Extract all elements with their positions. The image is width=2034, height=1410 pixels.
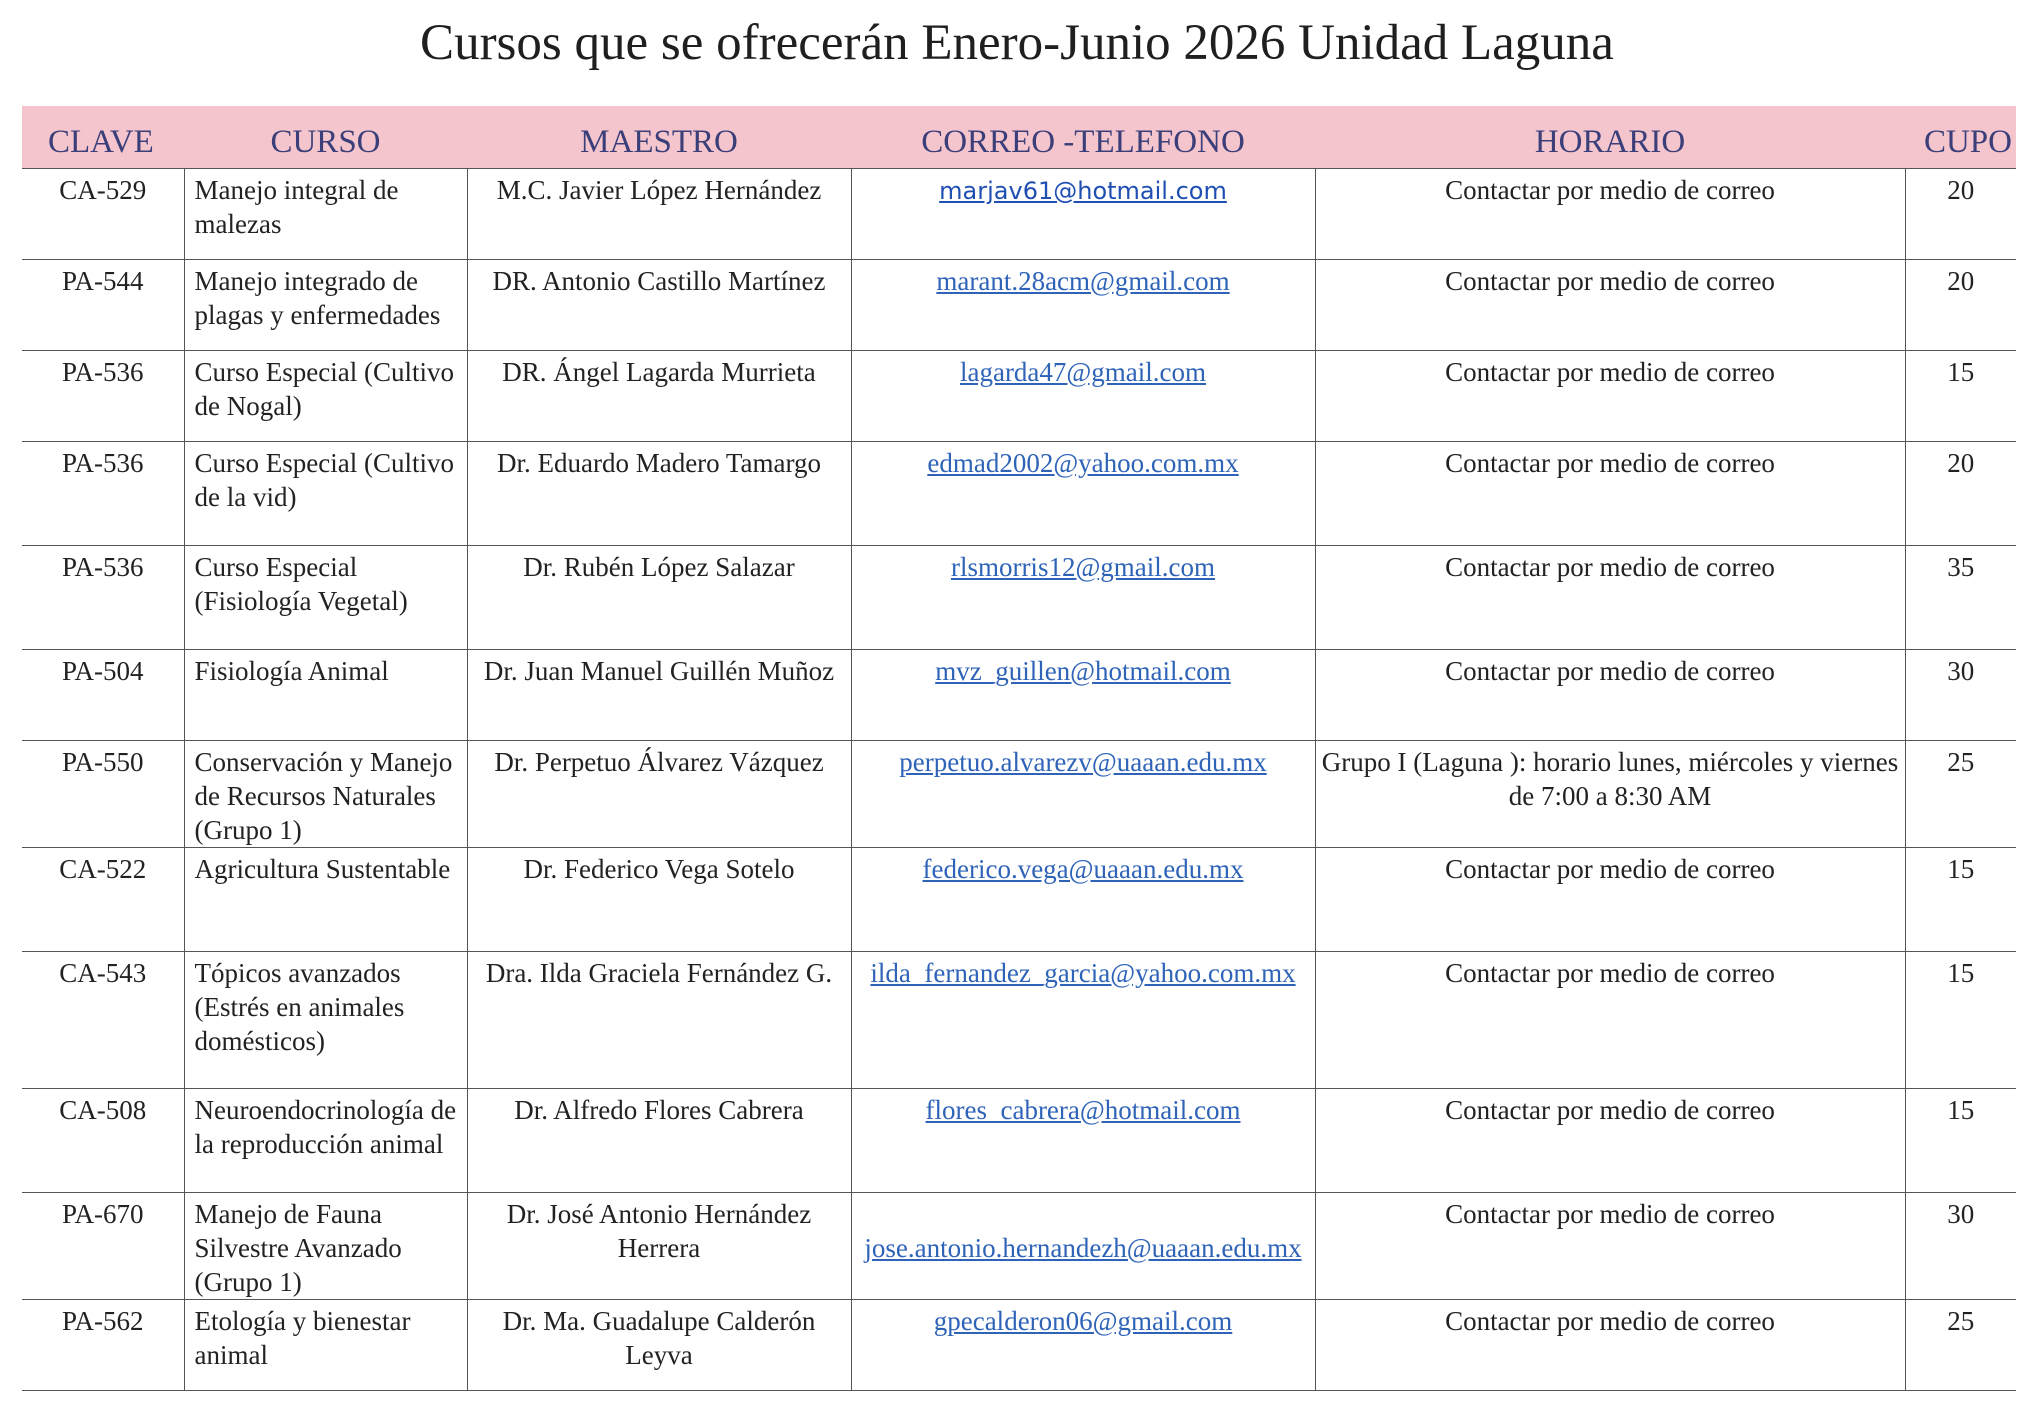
cell-horario: Contactar por medio de correo	[1315, 546, 1905, 650]
email-link[interactable]: marant.28acm@gmail.com	[936, 266, 1230, 296]
email-link[interactable]: rlsmorris12@gmail.com	[950, 552, 1216, 582]
cell-maestro: Dr. Eduardo Madero Tamargo	[467, 442, 851, 546]
table-row	[22, 848, 2016, 952]
cell-clave: CA-529	[22, 169, 184, 260]
table-row	[22, 351, 2016, 442]
header-cupo: CUPO	[1905, 106, 2016, 169]
cell-curso: Curso Especial (Fisiología Vegetal)	[184, 546, 467, 650]
cell-correo	[851, 1300, 1315, 1391]
cell-clave: PA-504	[22, 650, 184, 741]
cell-curso: Fisiología Animal	[184, 650, 467, 741]
header-correo: CORREO -TELEFONO	[851, 106, 1315, 169]
header-horario: HORARIO	[1315, 106, 1905, 169]
cell-horario: Contactar por medio de correo	[1315, 169, 1905, 260]
cell-horario: Contactar por medio de correo	[1315, 351, 1905, 442]
cell-correo	[851, 546, 1315, 650]
email-link[interactable]: edmad2002@yahoo.com.mx	[927, 448, 1239, 478]
cell-horario: Contactar por medio de correo	[1315, 442, 1905, 546]
email-link[interactable]: lagarda47@gmail.com	[959, 357, 1207, 387]
cell-maestro: Dr. Juan Manuel Guillén Muñoz	[467, 650, 851, 741]
cell-maestro: Dr. Rubén López Salazar	[467, 546, 851, 650]
cell-clave: PA-536	[22, 546, 184, 650]
table-row	[22, 169, 2016, 260]
cell-cupo: 30	[1905, 650, 2016, 741]
cell-maestro: DR. Antonio Castillo Martínez	[467, 260, 851, 351]
cell-horario: Contactar por medio de correo	[1315, 848, 1905, 952]
email-link[interactable]: perpetuo.alvarezv@uaaan.edu.mx	[899, 747, 1267, 777]
cell-cupo: 20	[1905, 260, 2016, 351]
table-row	[22, 741, 2016, 848]
email-link[interactable]: jose.antonio.hernandezh@uaaan.edu.mx	[864, 1233, 1302, 1263]
table-row	[22, 442, 2016, 546]
table-row	[22, 260, 2016, 351]
email-link[interactable]: marjav61@hotmail.com	[939, 177, 1227, 205]
cell-clave: PA-562	[22, 1300, 184, 1391]
cell-horario: Contactar por medio de correo	[1315, 1193, 1905, 1300]
cell-cupo: 25	[1905, 741, 2016, 848]
cell-clave: CA-543	[22, 952, 184, 1089]
email-link[interactable]: federico.vega@uaaan.edu.mx	[922, 854, 1244, 884]
email-link[interactable]: gpecalderon06@gmail.com	[933, 1306, 1233, 1336]
cell-horario: Contactar por medio de correo	[1315, 260, 1905, 351]
cell-clave: PA-536	[22, 351, 184, 442]
cell-correo	[851, 741, 1315, 848]
cell-curso: Curso Especial (Cultivo de Nogal)	[184, 351, 467, 442]
table-row	[22, 650, 2016, 741]
cell-maestro: Dr. Perpetuo Álvarez Vázquez	[467, 741, 851, 848]
cell-cupo: 30	[1905, 1193, 2016, 1300]
table-body	[22, 169, 2016, 1391]
table-row	[22, 1300, 2016, 1391]
cell-curso: Curso Especial (Cultivo de la vid)	[184, 442, 467, 546]
cell-correo	[851, 1193, 1315, 1300]
cell-clave: CA-508	[22, 1089, 184, 1193]
cell-correo	[851, 169, 1315, 260]
header-maestro: MAESTRO	[467, 106, 851, 169]
cell-maestro: Dr. Ma. Guadalupe Calderón Leyva	[467, 1300, 851, 1391]
email-link[interactable]: mvz_guillen@hotmail.com	[935, 656, 1231, 686]
cell-maestro: Dr. Alfredo Flores Cabrera	[467, 1089, 851, 1193]
cell-horario: Contactar por medio de correo	[1315, 650, 1905, 741]
cell-clave: PA-544	[22, 260, 184, 351]
header-clave: CLAVE	[22, 106, 184, 169]
cell-horario: Grupo I (Laguna ): horario lunes, miércoles y viernes de 7:00 a 8:30 AM	[1315, 741, 1905, 848]
cell-correo	[851, 260, 1315, 351]
cell-maestro: Dr. Federico Vega Sotelo	[467, 848, 851, 952]
cell-maestro: Dr. José Antonio Hernández Herrera	[467, 1193, 851, 1300]
cell-curso: Neuroendocrinología de la reproducción animal	[184, 1089, 467, 1193]
cell-correo	[851, 351, 1315, 442]
cell-cupo: 15	[1905, 1089, 2016, 1193]
cell-curso: Manejo integrado de plagas y enfermedades	[184, 260, 467, 351]
cell-cupo: 20	[1905, 169, 2016, 260]
cell-clave: PA-536	[22, 442, 184, 546]
cell-correo	[851, 952, 1315, 1089]
cell-curso: Tópicos avanzados (Estrés en animales domésticos)	[184, 952, 467, 1089]
email-link[interactable]: ilda_fernandez_garcia@yahoo.com.mx	[870, 958, 1296, 988]
cell-horario: Contactar por medio de correo	[1315, 952, 1905, 1089]
cell-curso: Etología y bienestar animal	[184, 1300, 467, 1391]
table-row	[22, 1089, 2016, 1193]
table-row	[22, 952, 2016, 1089]
cell-correo	[851, 442, 1315, 546]
table-header	[22, 106, 2016, 169]
cell-cupo: 15	[1905, 952, 2016, 1089]
cell-maestro: DR. Ángel Lagarda Murrieta	[467, 351, 851, 442]
cell-curso: Manejo integral de malezas	[184, 169, 467, 260]
table-row	[22, 546, 2016, 650]
cell-clave: PA-670	[22, 1193, 184, 1300]
cell-cupo: 15	[1905, 848, 2016, 952]
cell-cupo: 25	[1905, 1300, 2016, 1391]
cell-horario: Contactar por medio de correo	[1315, 1089, 1905, 1193]
email-link[interactable]: flores_cabrera@hotmail.com	[925, 1095, 1241, 1125]
courses-table	[22, 106, 2016, 1391]
cell-correo	[851, 650, 1315, 741]
cell-cupo: 15	[1905, 351, 2016, 442]
cell-curso: Conservación y Manejo de Recursos Naturales (Grupo 1)	[184, 741, 467, 848]
cell-horario: Contactar por medio de correo	[1315, 1300, 1905, 1391]
table-row	[22, 1193, 2016, 1300]
cell-curso: Manejo de Fauna Silvestre Avanzado (Grupo 1)	[184, 1193, 467, 1300]
cell-clave: CA-522	[22, 848, 184, 952]
cell-clave: PA-550	[22, 741, 184, 848]
cell-correo	[851, 1089, 1315, 1193]
cell-maestro: M.C. Javier López Hernández	[467, 169, 851, 260]
cell-correo	[851, 848, 1315, 952]
cell-curso: Agricultura Sustentable	[184, 848, 467, 952]
cell-cupo: 20	[1905, 442, 2016, 546]
cell-maestro: Dra. Ilda Graciela Fernández G.	[467, 952, 851, 1089]
page-title: Cursos que se ofrecerán Enero-Junio 2026 Unidad Laguna	[420, 15, 1614, 71]
cell-cupo: 35	[1905, 546, 2016, 650]
header-curso: CURSO	[184, 106, 467, 169]
